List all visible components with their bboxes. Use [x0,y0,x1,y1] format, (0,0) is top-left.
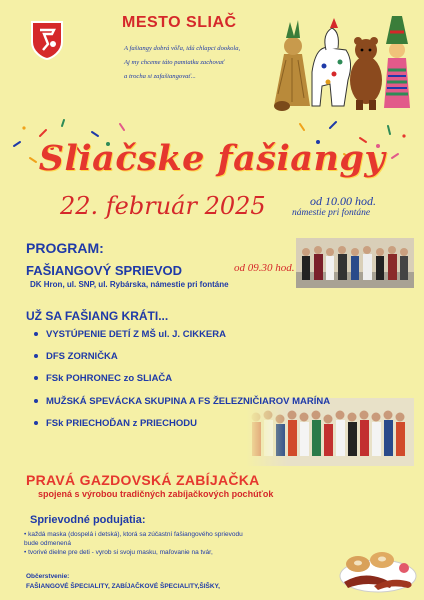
folk-dancers-photo [296,238,414,288]
parade-route: DK Hron, ul. SNP, ul. Rybárska, námestie pri fontáne [30,280,229,289]
side-event-line: bude odmenená [24,540,71,547]
program-item [34,373,330,395]
program-item-label: MUŽSKÁ SPEVÁCKA SKUPINA A FS ŽELEZNIČIAROV MARÍNA [46,395,331,407]
verse-line-3: a trocha si zafašiangovať... [124,73,196,80]
program-list [34,329,330,440]
bullet-icon [34,376,38,380]
program-item-label: FSk PRIECHOĎAN z PRIECHODU [46,417,197,429]
side-events-list [24,531,243,558]
program-item-label: DFS ZORNIČKA [46,351,118,363]
verse-line-2: Aj my chceme táto pamiatku zachovať [124,59,225,66]
program-subheading: UŽ SA FAŠIANG KRÁTI... [26,309,169,323]
parade-time: od 09.30 hod. [234,262,295,274]
event-date: 22. február 2025 [60,192,266,220]
zabijacka-subtitle: spojená s výrobou tradičných zabíjačkových pochúťok [38,489,274,499]
parade-title: FAŠIANGOVÝ SPRIEVOD [26,263,183,278]
program-item [34,418,330,440]
bullet-icon [34,354,38,358]
bullet-icon [34,399,38,403]
event-place: námestie pri fontáne [292,208,371,218]
town-name: MESTO SLIAČ [122,14,237,31]
coat-of-arms-icon [30,20,64,60]
zabijacka-title: PRAVÁ GAZDOVSKÁ ZABÍJAČKA [26,472,260,488]
program-item [34,396,330,418]
side-events-heading: Sprievodné podujatia: [30,514,146,526]
program-item [34,351,330,373]
bullet-icon [34,421,38,425]
bullet-icon [34,332,38,336]
program-item-label: FSk POHRONEC zo SLIAČA [46,373,173,385]
food-plate-illustration [334,540,420,596]
side-event-line: • tvorivé dielne pre deti - vyrob si svoju masku, maľovanie na tvár, [24,549,213,556]
carnival-masks-illustration [268,14,414,118]
program-item [34,329,330,351]
refreshments-heading: Občerstvenie: [26,573,70,580]
program-heading: PROGRAM: [26,240,104,256]
program-item-label: VYSTÚPENIE DETÍ Z MŠ ul. J. CIKKERA [46,329,226,340]
refreshments-text: FAŠIANGOVÉ ŠPECIALITY, ZABÍJAČKOVÉ ŠPECIALITY,ŠIŠKY, [26,583,220,590]
side-event-line: • každá maska (dospelá i detská), ktorá sa zúčastní fašiangového sprievodu [24,531,243,538]
verse-line-1: A fašiangy dobrá vôľa, idú chlapci dookola, [124,45,241,52]
event-time: od 10.00 hod. [310,194,376,208]
event-title: Sliačske fašiangy [38,138,386,179]
